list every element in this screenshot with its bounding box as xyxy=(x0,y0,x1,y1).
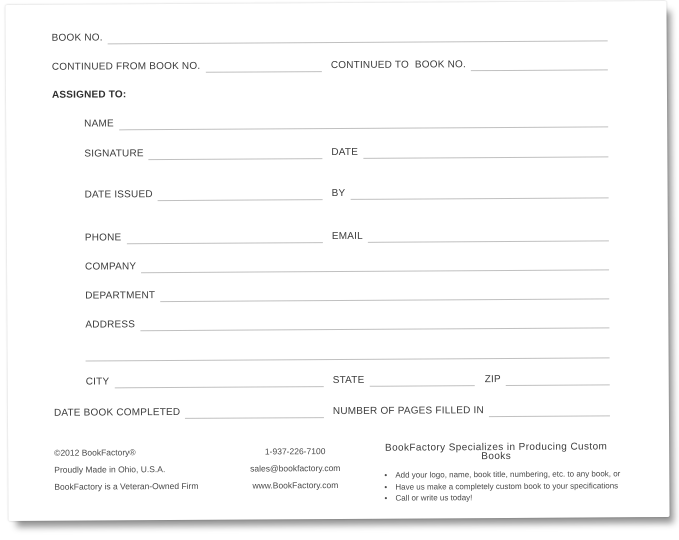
address-label: ADDRESS xyxy=(85,319,136,331)
footer-promo-bullet: • Add your logo, name, book title, numbering, etc. to any book, or xyxy=(384,468,622,481)
city-label: CITY xyxy=(85,376,110,388)
email-blank-line xyxy=(368,227,609,242)
field-state xyxy=(333,372,475,387)
field-date xyxy=(331,143,608,159)
assigned-to-heading: ASSIGNED TO: xyxy=(51,89,127,101)
by-blank-line xyxy=(350,184,608,200)
field-signature xyxy=(84,145,322,160)
zip-label: ZIP xyxy=(484,374,501,386)
footer-promo xyxy=(370,442,622,504)
address-line2-blank-line xyxy=(86,344,610,361)
department-label: DEPARTMENT xyxy=(85,290,156,302)
continued-to-blank-line xyxy=(471,56,608,71)
field-date-issued xyxy=(85,186,323,201)
date-label: DATE xyxy=(331,146,359,159)
phone-blank-line xyxy=(126,229,323,244)
field-address-line2 xyxy=(86,344,610,361)
date-issued-label: DATE ISSUED xyxy=(84,189,153,201)
name-label: NAME xyxy=(84,118,114,130)
field-name xyxy=(84,113,608,130)
field-department xyxy=(85,285,609,302)
field-date-book-completed xyxy=(54,404,324,420)
date-blank-line xyxy=(363,143,608,158)
field-continued-from-book-no xyxy=(52,58,322,74)
field-email xyxy=(332,227,609,243)
company-label: COMPANY xyxy=(84,261,137,273)
date-book-completed-blank-line xyxy=(185,404,324,419)
date-book-completed-label: DATE BOOK COMPLETED xyxy=(53,406,181,419)
field-book-no xyxy=(52,27,608,44)
field-address xyxy=(85,314,609,331)
department-blank-line xyxy=(160,285,609,302)
continued-to-label: CONTINUED TO BOOK NO. xyxy=(330,59,467,72)
company-blank-line xyxy=(141,256,609,273)
footer-copyright: ©2012 BookFactory® xyxy=(54,447,136,458)
footer-website: www.BookFactory.com xyxy=(252,479,339,491)
number-of-pages-blank-line xyxy=(489,402,610,417)
log-book-form-page xyxy=(5,1,669,521)
field-continued-to-book-no xyxy=(331,56,608,72)
footer-email-address: sales@bookfactory.com xyxy=(250,462,341,474)
footer-company-info xyxy=(54,448,214,500)
continued-from-label: CONTINUED FROM BOOK NO. xyxy=(51,60,201,73)
signature-blank-line xyxy=(149,145,323,160)
footer-promo-bullet: • Call or write us today! xyxy=(384,491,622,504)
field-zip xyxy=(485,371,610,386)
city-blank-line xyxy=(114,373,323,388)
continued-from-blank-line xyxy=(205,58,322,73)
address-blank-line xyxy=(140,314,609,331)
field-city xyxy=(86,373,324,388)
footer-promo-bullet: • Have us make a completely custom book to your specifications xyxy=(384,480,622,493)
email-label: EMAIL xyxy=(331,230,363,243)
name-blank-line xyxy=(119,113,608,130)
state-blank-line xyxy=(369,372,474,387)
footer-promo-heading: BookFactory Specializes in Producing Custom Books xyxy=(384,441,608,463)
footer-promo-bullet-list xyxy=(384,468,622,504)
field-phone xyxy=(85,229,323,244)
phone-label: PHONE xyxy=(84,232,122,244)
field-company xyxy=(85,256,609,273)
footer-phone-number: 1-937-226-7100 xyxy=(264,446,326,457)
zip-blank-line xyxy=(506,371,610,386)
date-issued-blank-line xyxy=(158,186,323,201)
signature-label: SIGNATURE xyxy=(84,148,144,160)
field-number-of-pages-filled-in xyxy=(333,402,610,418)
state-label: STATE xyxy=(332,374,365,387)
footer-made-in: Proudly Made in Ohio, U.S.A. xyxy=(54,464,166,475)
footer-veteran-owned: BookFactory is a Veteran-Owned Firm xyxy=(54,480,199,492)
footer-contact xyxy=(205,447,385,499)
number-of-pages-label: NUMBER OF PAGES FILLED IN xyxy=(332,405,484,418)
by-label: BY xyxy=(331,187,346,200)
field-by xyxy=(332,184,609,200)
book-no-label: BOOK NO. xyxy=(51,32,103,44)
book-no-blank-line xyxy=(108,27,608,44)
